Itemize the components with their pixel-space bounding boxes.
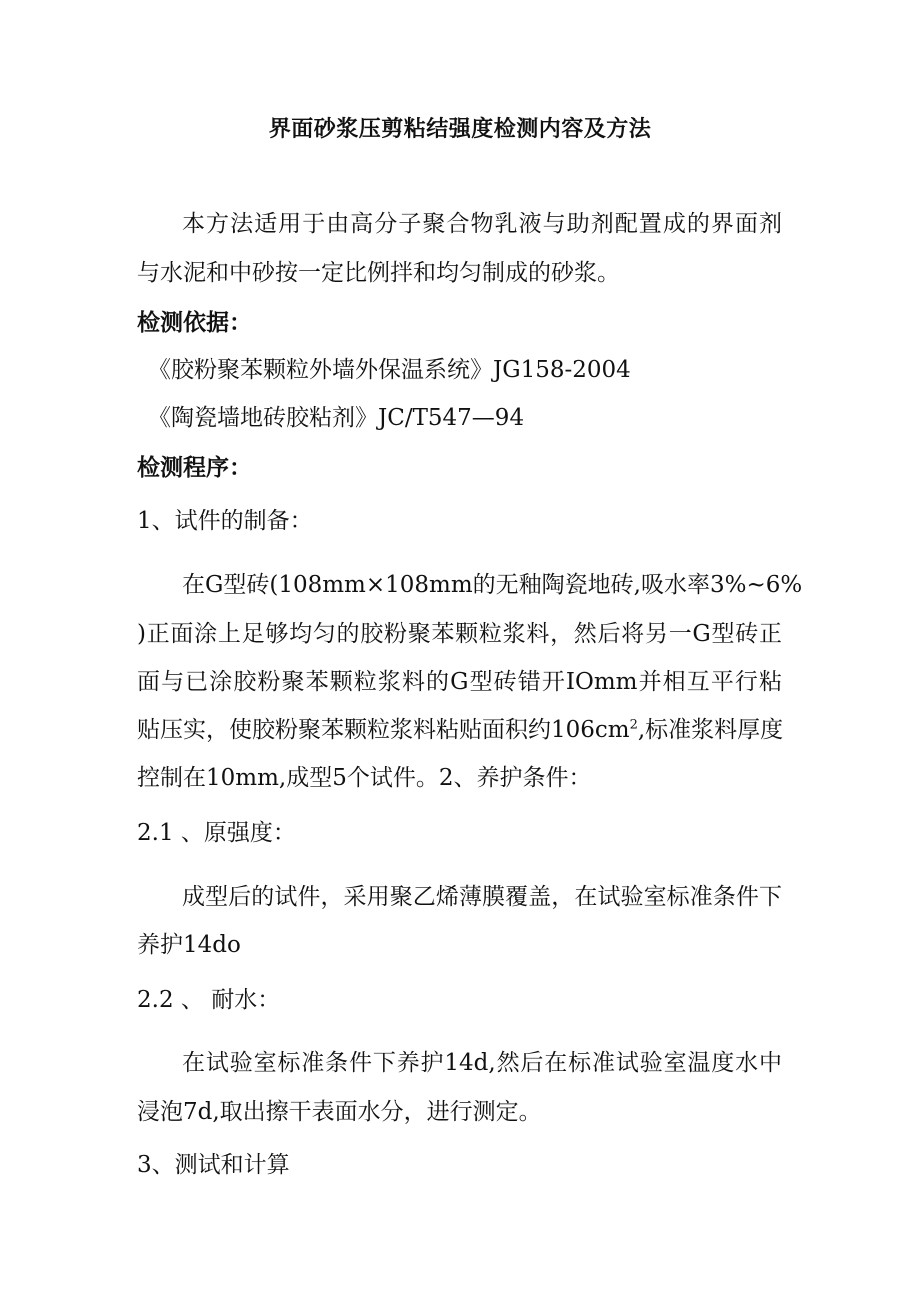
step3-heading: 3、测试和计算 [137,1152,290,1178]
step1-line-4 [137,711,782,744]
step1-line-4-text: 贴压实，使胶粉聚苯颗粒浆料粘贴面积约106cm [137,717,630,743]
step2-1-line-1: 成型后的试件，采用聚乙烯薄膜覆盖，在试验室标准条件下 [182,884,782,910]
step2-1-heading: 2.1 、原强度： [137,820,296,846]
step1-line-5: 控制在10mm,成型5个试件。2、养护条件： [137,765,592,791]
step1-line-4-rest: ,标准浆料厚度 [637,717,784,743]
intro-line-2: 与水泥和中砂按一定比例拌和均匀制成的砂浆。 [137,260,620,286]
area-unit-superscript: 2 [629,717,638,733]
procedure-heading: 检测程序： [137,454,252,481]
basis-ref-1: 《胶粉聚苯颗粒外墙外保温系统》JG158-2004 [148,357,631,383]
intro-line-1: 本方法适用于由高分子聚合物乳液与助剂配置成的界面剂 [182,211,782,237]
step1-line-1: 在G型砖(108mm×108mm的无釉陶瓷地砖,吸水率3%~6% [182,572,803,598]
step1-line-3: 面与已涂胶粉聚苯颗粒浆料的G型砖错开IOmm并相互平行粘 [137,669,782,695]
step2-2-heading: 2.2 、 耐水： [137,987,281,1013]
step1-line-2: )正面涂上足够均匀的胶粉聚苯颗粒浆料，然后将另一G型砖正 [137,621,782,647]
step1-heading: 1、试件的制备： [137,508,313,534]
step2-1-line-2: 养护14do [137,932,241,958]
basis-heading: 检测依据： [137,309,252,336]
step2-2-line-2: 浸泡7d,取出擦干表面水分，进行测定。 [137,1099,542,1125]
document-title: 界面砂浆压剪粘结强度检测内容及方法 [268,116,652,142]
step2-2-line-1: 在试验室标准条件下养护14d,然后在标准试验室温度水中 [182,1050,782,1076]
basis-ref-2: 《陶瓷墙地砖胶粘剂》JC/T547—94 [148,405,525,431]
